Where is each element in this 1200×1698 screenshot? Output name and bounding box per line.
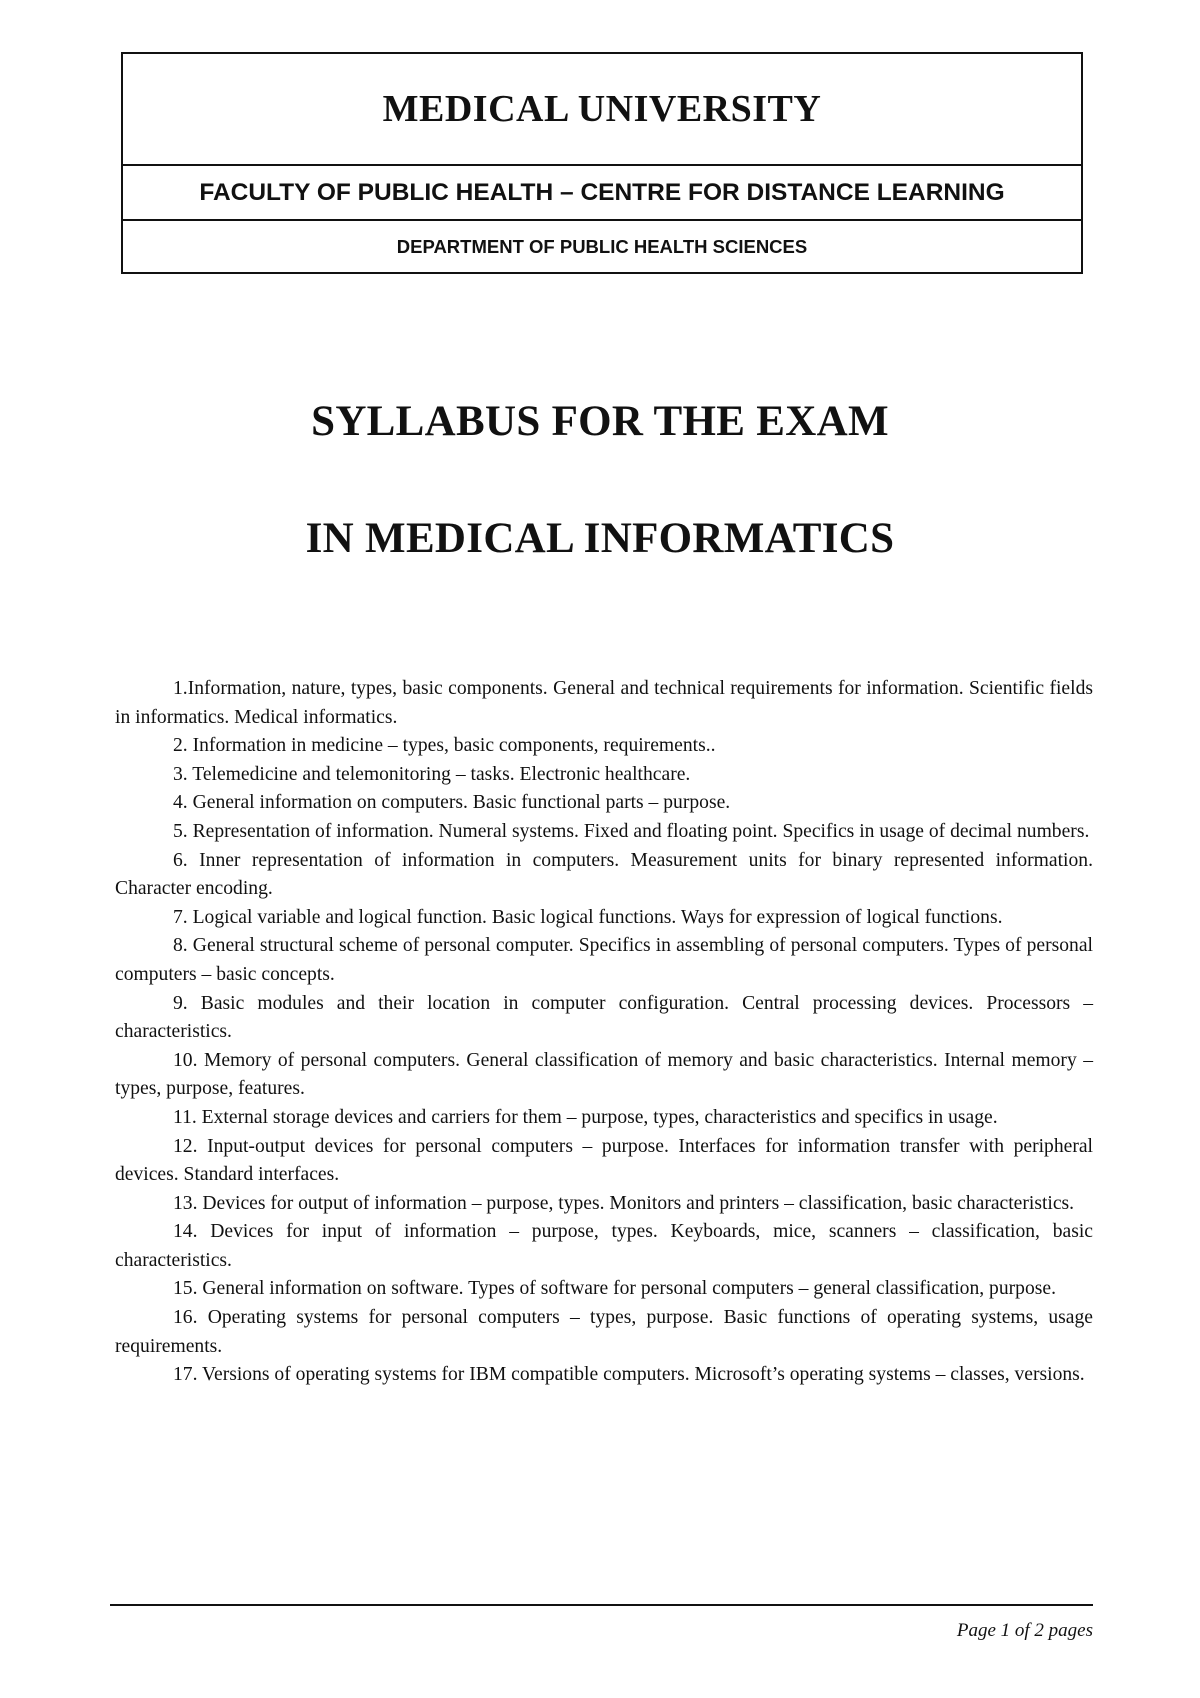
syllabus-topic-11: 11. External storage devices and carriers for them – purpose, types, characteristics and specifics in usage. (173, 1106, 998, 1128)
syllabus-topic-10: 10. Memory of personal computers. General classification of memory and basic characteristics. Internal memory – types, purpose, features. (115, 1049, 1093, 1100)
footer-divider (110, 1604, 1093, 1606)
syllabus-topic-14: 14. Devices for input of information – purpose, types. Keyboards, mice, scanners – classification, basic characteristics. (115, 1221, 1093, 1271)
document-title-line-1: SYLLABUS FOR THE EXAM (311, 398, 889, 445)
university-name: MEDICAL UNIVERSITY (123, 54, 1081, 166)
page-number: Page 1 of 2 pages (956, 1620, 1093, 1641)
syllabus-topic-2: 2. Information in medicine – types, basic components, requirements.. (173, 735, 716, 757)
syllabus-topic-13: 13. Devices for output of information – purpose, types. Monitors and printers – classification, basic characteristics. (173, 1192, 1075, 1214)
syllabus-topic-list (115, 675, 1093, 1390)
syllabus-topic-9: 9. Basic modules and their location in computer configuration. Central processing devices. Processors – characteristics. (115, 992, 1093, 1043)
institution-header (121, 52, 1083, 274)
department-name: DEPARTMENT OF PUBLIC HEALTH SCIENCES (396, 235, 808, 257)
faculty-name: FACULTY OF PUBLIC HEALTH – CENTRE FOR DISTANCE LEARNING (123, 166, 1081, 221)
syllabus-topic-5: 5. Representation of information. Numeral systems. Fixed and floating point. Specifics in usage of decimal numbers. (173, 820, 1090, 842)
syllabus-topic-15: 15. General information on software. Types of software for personal computers – general classification, purpose. (173, 1278, 1056, 1300)
syllabus-topic-17: 17. Versions of operating systems for IBM compatible computers. Microsoft’s operating systems – classes, versions. (173, 1364, 1085, 1386)
document-title-line-2: IN MEDICAL INFORMATICS (305, 515, 895, 562)
syllabus-topic-1: 1.Information, nature, types, basic components. General and technical requirements for information. Scientific fields in informatics. Medical informatics. (115, 678, 1093, 728)
syllabus-topic-12: 12. Input-output devices for personal computers – purpose. Interfaces for information transfer with peripheral devices. Standard interfaces. (115, 1135, 1093, 1186)
syllabus-topic-4: 4. General information on computers. Basic functional parts – purpose. (173, 792, 731, 814)
syllabus-topic-8: 8. General structural scheme of personal computer. Specifics in assembling of personal computers. Types of personal computers – basic concepts. (115, 935, 1093, 985)
syllabus-topic-7: 7. Logical variable and logical function. Basic logical functions. Ways for expression of logical functions. (173, 906, 1003, 928)
syllabus-topic-16: 16. Operating systems for personal computers – types, purpose. Basic functions of operating systems, usage requirements. (115, 1307, 1093, 1357)
syllabus-topic-3: 3. Telemedicine and telemonitoring – tasks. Electronic healthcare. (173, 763, 691, 785)
syllabus-topic-6: 6. Inner representation of information in computers. Measurement units for binary represented information. Character encoding. (115, 849, 1093, 900)
